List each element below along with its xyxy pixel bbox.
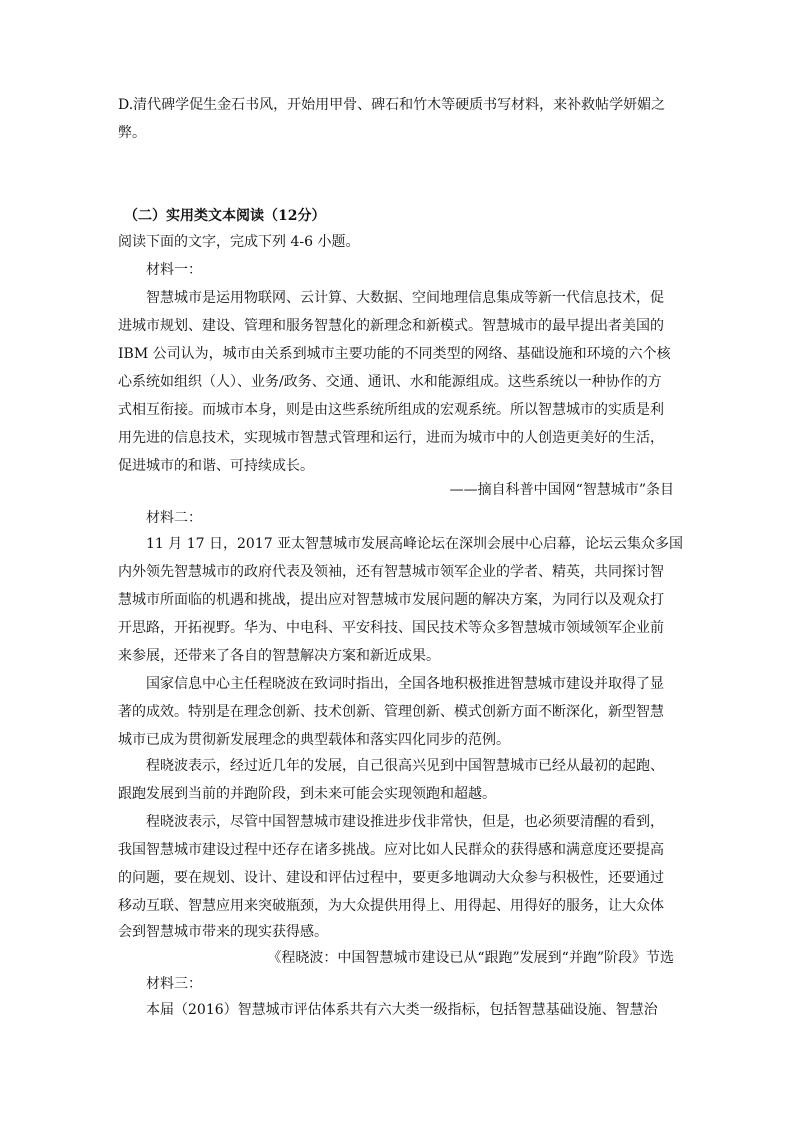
material1-line-2: 进城市规划、建设、管理和服务智慧化的新理念和新模式。智慧城市的最早提出者美国的: [118, 318, 664, 334]
material2-p3-line-1: 程晓波表示，经过近几年的发展，自己很高兴见到中国智慧城市已经从最初的起跑、: [146, 758, 664, 774]
material2-p4-line-3: 的问题，要在规划、设计、建设和评估过程中，要更多地调动大众参与积极性，还要通过: [118, 870, 664, 886]
material2-p2-line-2: 著的成效。特别是在理念创新、技术创新、管理创新、模式创新方面不断深化，新型智慧: [118, 704, 664, 720]
material2-p4-line-5: 会到智慧城市带来的现实获得感。: [118, 924, 328, 940]
material2-p2-line-3: 城市已成为贯彻新发展理念的典型载体和落实四化同步的范例。: [118, 732, 510, 748]
option-d-line-2: 弊。: [118, 125, 146, 141]
material2-p3-line-2: 跟跑发展到当前的并跑阶段，到未来可能会实现领跑和超越。: [118, 786, 496, 802]
material2-p4-line-1: 程晓波表示，尽管中国智慧城市建设推进步伐非常快，但是，也必须要清醒的看到，: [146, 814, 664, 830]
material1-line-1: 智慧城市是运用物联网、云计算、大数据、空间地理信息集成等新一代信息技术，促: [146, 290, 664, 306]
material1-line-5: 式相互衔接。而城市本身，则是由这些系统所组成的宏观系统。所以智慧城市的实质是利: [118, 402, 664, 418]
material2-p1-line-5: 来参展，还带来了各自的智慧解决方案和新近成果。: [118, 648, 440, 664]
material1-source: ——摘自科普中国网“智慧城市”条目: [449, 482, 674, 498]
material1-line-4: 心系统如组织（人）、业务/政务、交通、通讯、水和能源组成。这些系统以一种协作的方: [118, 374, 662, 390]
material1-line-6: 用先进的信息技术，实现城市智慧式管理和运行，进而为城市中的人创造更美好的生活，: [118, 430, 664, 446]
material3-label: 材料三：: [146, 976, 202, 992]
material2-p1-line-1: 11 月 17 日，2017 亚太智慧城市发展高峰论坛在深圳会展中心启幕，论坛云集众多国: [146, 536, 684, 552]
material2-p1-line-3: 慧城市所面临的机遇和挑战，提出应对智慧城市发展问题的解决方案，为同行以及观众打: [118, 592, 664, 608]
material1-line-3: IBM 公司认为，城市由关系到城市主要功能的不同类型的网络、基础设施和环境的六个核: [118, 346, 671, 362]
material1-line-7: 促进城市的和谐、可持续成长。: [118, 458, 314, 474]
section-instruction: 阅读下面的文字，完成下列 4-6 小题。: [118, 234, 360, 250]
material2-p1-line-4: 开思路，开拓视野。华为、中电科、平安科技、国民技术等众多智慧城市领域领军企业前: [118, 620, 664, 636]
material2-p1-line-2: 内外领先智慧城市的政府代表及领袖，还有智慧城市领军企业的学者、精英，共同探讨智: [118, 564, 664, 580]
material3-line-1: 本届（2016）智慧城市评估体系共有六大类一级指标，包括智慧基础设施、智慧治: [146, 1002, 658, 1018]
material1-label: 材料一：: [146, 262, 202, 278]
option-d-line-1: D.清代碑学促生金石书风，开始用甲骨、碑石和竹木等硬质书写材料，来补救帖学妍媚之: [118, 97, 666, 113]
material2-p4-line-4: 移动互联、智慧应用来突破瓶颈，为大众提供用得上、用得起、用得好的服务，让大众体: [118, 898, 664, 914]
material2-label: 材料二：: [146, 510, 202, 526]
material2-p2-line-1: 国家信息中心主任程晓波在致词时指出，全国各地积极推进智慧城市建设并取得了显: [146, 676, 664, 692]
material2-p4-line-2: 我国智慧城市建设过程中还存在诸多挑战。应对比如人民群众的获得感和满意度还要提高: [118, 842, 664, 858]
material2-source: 《程晓波：中国智慧城市建设已从“跟跑”发展到“并跑”阶段》节选: [267, 950, 674, 966]
section-heading: （二）实用类文本阅读（12分）: [124, 208, 326, 224]
